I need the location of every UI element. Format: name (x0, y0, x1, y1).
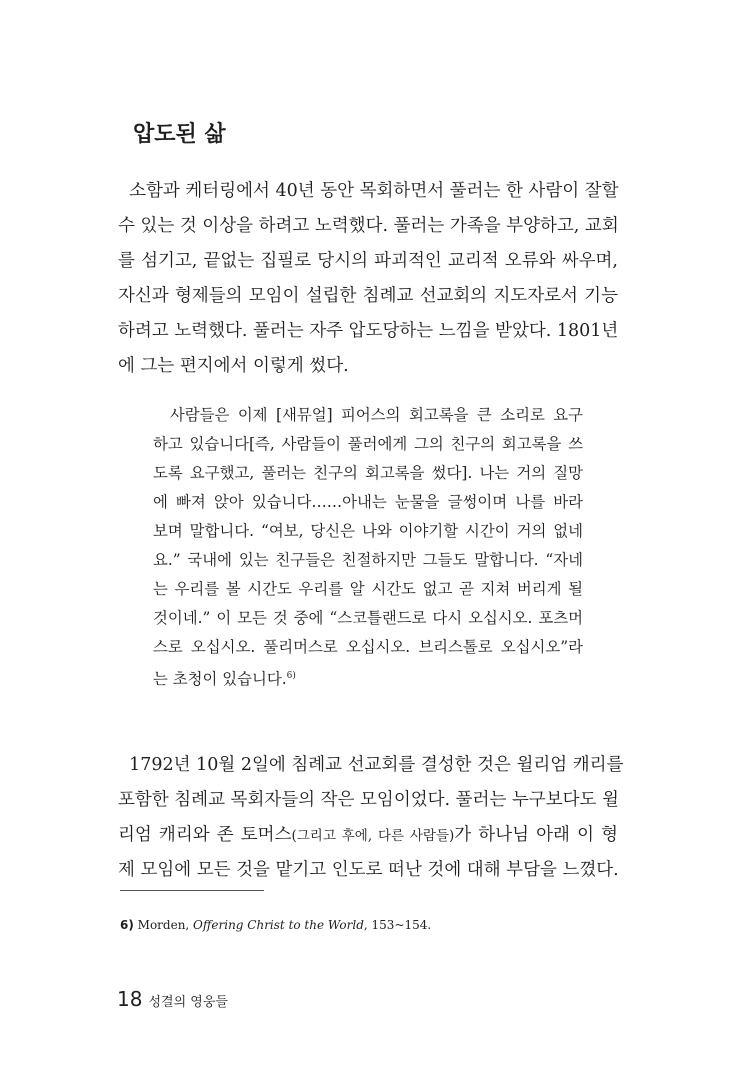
paragraph-line: 하려고 노력했다. 풀러는 자주 압도당하는 느낌을 받았다. 1801년 (118, 321, 619, 341)
footnote-number: 6) (120, 918, 134, 932)
quote-line: 사람들은 이제 [새뮤얼] 피어스의 회고록을 큰 소리로 요구 (153, 406, 583, 424)
footnote (120, 916, 431, 934)
paragraph-line: 자신과 형제들의 모임이 설립한 침례교 선교회의 지도자로서 기능 (118, 286, 618, 306)
paragraph-line: 에 그는 편지에서 이렇게 썼다. (118, 356, 349, 376)
paragraph-line: 를 섬기고, 끝없는 집필로 당시의 파괴적인 교리적 오류와 싸우며, (118, 251, 618, 271)
paragraph-text: 리엄 캐리와 존 토머스 (118, 825, 292, 845)
paragraph-text: 가 하나님 아래 이 형 (454, 825, 618, 845)
paragraph-line: 1792년 10월 2일에 침례교 선교회를 결성한 것은 윌리엄 캐리를 (118, 755, 624, 775)
quote-line: 하고 있습니다[즉, 사람들이 풀러에게 그의 친구의 회고록을 쓰 (153, 435, 583, 453)
running-book-title: 성결의 영웅들 (148, 995, 228, 1010)
paragraph-line: 제 모임에 모든 것을 맡기고 인도로 떠난 것에 대해 부담을 느꼈다. (118, 860, 619, 880)
paragraph-line: 소함과 케터링에서 40년 동안 목회하면서 풀러는 한 사람이 잘할 (118, 181, 619, 201)
footnote-divider (120, 890, 264, 891)
footnote-author: Morden, (133, 918, 194, 932)
paragraph-line (118, 822, 618, 849)
page-footer (117, 985, 228, 1017)
footnote-pages: , 153~154. (363, 918, 432, 932)
quote-line: 보며 말합니다. “여보, 당신은 나와 이야기할 시간이 거의 없네 (153, 522, 583, 540)
paragraph-line: 포함한 침례교 목회자들의 작은 모임이었다. 풀러는 누구보다도 윌 (118, 790, 619, 810)
quote-line: 도록 요구했고, 풀러는 친구의 회고록을 썼다]. 나는 거의 질망 (153, 464, 583, 482)
quote-line: 스로 오십시오. 풀리머스로 오십시오. 브리스톨로 오십시오”라 (153, 638, 583, 656)
quote-line (153, 664, 296, 691)
parenthetical-note: (그리고 후에, 다른 사람들) (291, 828, 455, 844)
quote-line: 는 우리를 볼 시간도 우리를 알 시간도 없고 곧 지쳐 버리게 될 (153, 580, 583, 598)
quote-line: 요.” 국내에 있는 친구들은 친절하지만 그들도 말합니다. “자네 (153, 551, 583, 569)
page-number: 18 (117, 987, 143, 1011)
quote-line-text: 는 초청이 있습니다. (153, 670, 287, 688)
footnote-book-title: Offering Christ to the World (193, 918, 364, 932)
quote-line: 에 빠져 앉아 있습니다……아내는 눈물을 글썽이며 나를 바라 (153, 493, 583, 511)
footnote-reference: 6) (286, 671, 296, 681)
section-heading: 압도된 삶 (133, 122, 226, 147)
paragraph-line: 수 있는 것 이상을 하려고 노력했다. 풀러는 가족을 부양하고, 교회 (118, 216, 619, 236)
quote-line: 것이네.” 이 모든 것 중에 “스코틀랜드로 다시 오십시오. 포츠머 (153, 609, 583, 627)
